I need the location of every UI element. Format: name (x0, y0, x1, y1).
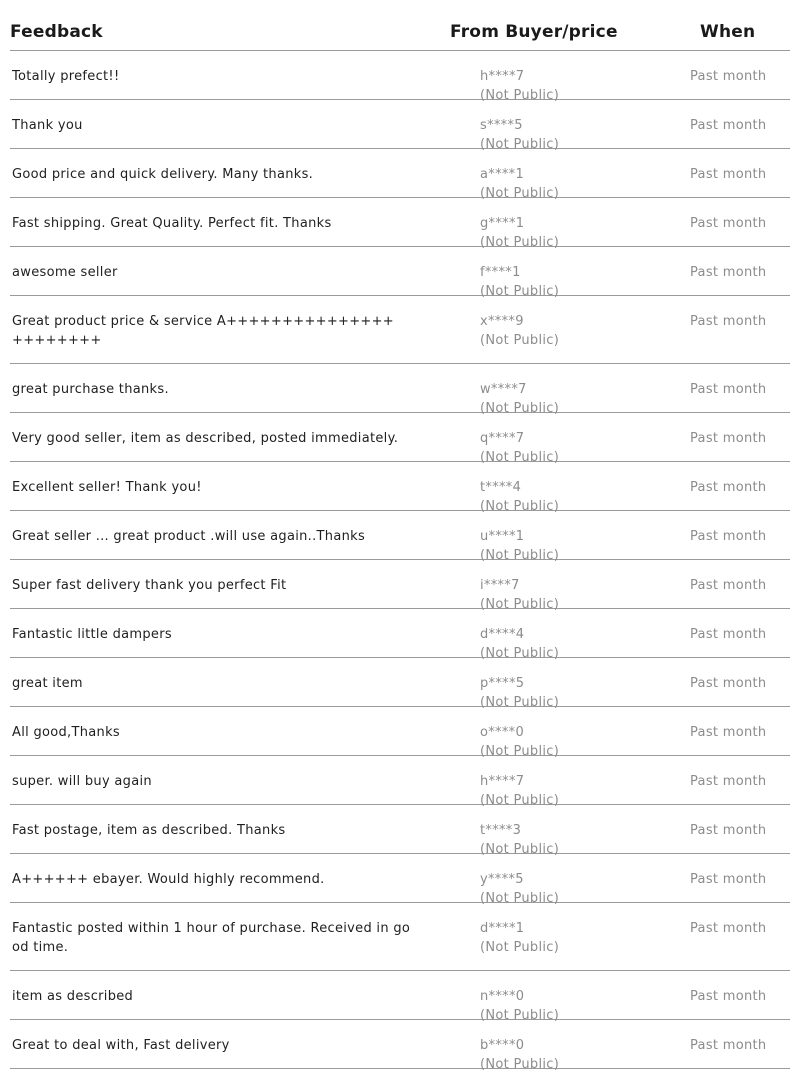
buyer-id: y****5 (480, 872, 524, 887)
buyer-id: w****7 (480, 382, 527, 397)
table-row (10, 51, 790, 103)
table-row (10, 707, 790, 759)
buyer-visibility: (Not Public) (480, 793, 560, 808)
feedback-when: Past month (690, 1038, 767, 1053)
feedback-when: Past month (690, 480, 767, 495)
buyer-id: n****0 (480, 989, 525, 1004)
feedback-when: Past month (690, 69, 767, 84)
buyer-id: f****1 (480, 265, 521, 280)
table-row (10, 560, 790, 612)
buyer-visibility: (Not Public) (480, 646, 560, 661)
feedback-when: Past month (690, 216, 767, 231)
buyer-visibility: (Not Public) (480, 88, 560, 103)
buyer-id: q****7 (480, 431, 525, 446)
table-row (10, 609, 790, 661)
feedback-comment: Excellent seller! Thank you! (12, 480, 202, 495)
feedback-when: Past month (690, 529, 767, 544)
header-feedback: Feedback (10, 22, 103, 42)
table-row (10, 1020, 790, 1072)
buyer-cell (480, 1036, 559, 1074)
feedback-comment: Great to deal with, Fast delivery (12, 1038, 230, 1053)
buyer-visibility: (Not Public) (480, 401, 560, 416)
feedback-when: Past month (690, 265, 767, 280)
buyer-visibility: (Not Public) (480, 891, 560, 906)
buyer-visibility: (Not Public) (480, 137, 560, 152)
buyer-cell (480, 919, 559, 957)
feedback-when: Past month (690, 118, 767, 133)
feedback-comment: A++++++ ebayer. Would highly recommend. (12, 872, 325, 887)
feedback-when: Past month (690, 989, 767, 1004)
feedback-comment: Very good seller, item as described, posted immediately. (12, 431, 399, 446)
buyer-id: t****3 (480, 823, 522, 838)
table-row (10, 658, 790, 710)
buyer-id: d****4 (480, 627, 525, 642)
feedback-comment: All good,Thanks (12, 725, 120, 740)
feedback-comment: Good price and quick delivery. Many thanks. (12, 167, 314, 182)
buyer-visibility: (Not Public) (480, 695, 560, 710)
buyer-visibility: (Not Public) (480, 284, 560, 299)
feedback-when: Past month (690, 431, 767, 446)
table-header (10, 0, 790, 51)
buyer-id: o****0 (480, 725, 525, 740)
table-row (10, 971, 790, 1023)
buyer-visibility: (Not Public) (480, 1008, 560, 1023)
feedback-comment: super. will buy again (12, 774, 152, 789)
buyer-visibility: (Not Public) (480, 235, 560, 250)
feedback-comment: Great product price & service A+++++++++++++++++++++++ (12, 314, 394, 348)
buyer-visibility: (Not Public) (480, 842, 560, 857)
buyer-id: a****1 (480, 167, 525, 182)
table-row (10, 854, 790, 906)
buyer-visibility: (Not Public) (480, 744, 560, 759)
table-row (10, 296, 790, 364)
feedback-comment: great item (12, 676, 83, 691)
feedback-comment: Totally prefect!! (12, 69, 120, 84)
feedback-comment: Fantastic posted within 1 hour of purchase. Received in good time. (12, 921, 411, 955)
buyer-visibility: (Not Public) (480, 186, 560, 201)
buyer-id: h****7 (480, 774, 525, 789)
buyer-id: h****7 (480, 69, 525, 84)
feedback-when: Past month (690, 382, 767, 397)
buyer-visibility: (Not Public) (480, 333, 560, 348)
buyer-id: x****9 (480, 314, 524, 329)
table-row (10, 364, 790, 416)
buyer-visibility: (Not Public) (480, 548, 560, 563)
buyer-id: u****1 (480, 529, 525, 544)
buyer-id: b****0 (480, 1038, 525, 1053)
buyer-id: g****1 (480, 216, 525, 231)
buyer-visibility: (Not Public) (480, 450, 560, 465)
feedback-comment: Fast postage, item as described. Thanks (12, 823, 286, 838)
feedback-when: Past month (690, 774, 767, 789)
feedback-when: Past month (690, 676, 767, 691)
feedback-comment: great purchase thanks. (12, 382, 169, 397)
buyer-visibility: (Not Public) (480, 499, 560, 514)
feedback-when: Past month (690, 921, 767, 936)
buyer-id: s****5 (480, 118, 523, 133)
table-row (10, 100, 790, 152)
feedback-when: Past month (690, 823, 767, 838)
feedback-when: Past month (690, 627, 767, 642)
feedback-when: Past month (690, 578, 767, 593)
table-row (10, 756, 790, 808)
feedback-when: Past month (690, 167, 767, 182)
buyer-cell (480, 312, 559, 350)
buyer-visibility: (Not Public) (480, 1057, 560, 1072)
feedback-comment: Super fast delivery thank you perfect Fit (12, 578, 287, 593)
feedback-comment: Fantastic little dampers (12, 627, 172, 642)
feedback-comment: Fast shipping. Great Quality. Perfect fit. Thanks (12, 216, 332, 231)
feedback-table (10, 0, 790, 1072)
feedback-when: Past month (690, 872, 767, 887)
buyer-id: p****5 (480, 676, 525, 691)
table-row (10, 413, 790, 465)
table-row (10, 247, 790, 299)
buyer-id: d****1 (480, 921, 525, 936)
table-row (10, 462, 790, 514)
table-row (10, 198, 790, 250)
feedback-comment: Thank you (12, 118, 83, 133)
header-buyer-price: From Buyer/price (450, 22, 618, 42)
feedback-comment: Great seller ... great product .will use again..Thanks (12, 529, 366, 544)
table-row (10, 805, 790, 857)
buyer-visibility: (Not Public) (480, 940, 560, 955)
buyer-id: i****7 (480, 578, 520, 593)
table-row (10, 511, 790, 563)
table-row (10, 149, 790, 201)
buyer-id: t****4 (480, 480, 522, 495)
feedback-comment: awesome seller (12, 265, 118, 280)
buyer-visibility: (Not Public) (480, 597, 560, 612)
feedback-comment: item as described (12, 989, 134, 1004)
header-when: When (700, 22, 756, 42)
table-row (10, 903, 790, 971)
feedback-when: Past month (690, 725, 767, 740)
feedback-when: Past month (690, 314, 767, 329)
